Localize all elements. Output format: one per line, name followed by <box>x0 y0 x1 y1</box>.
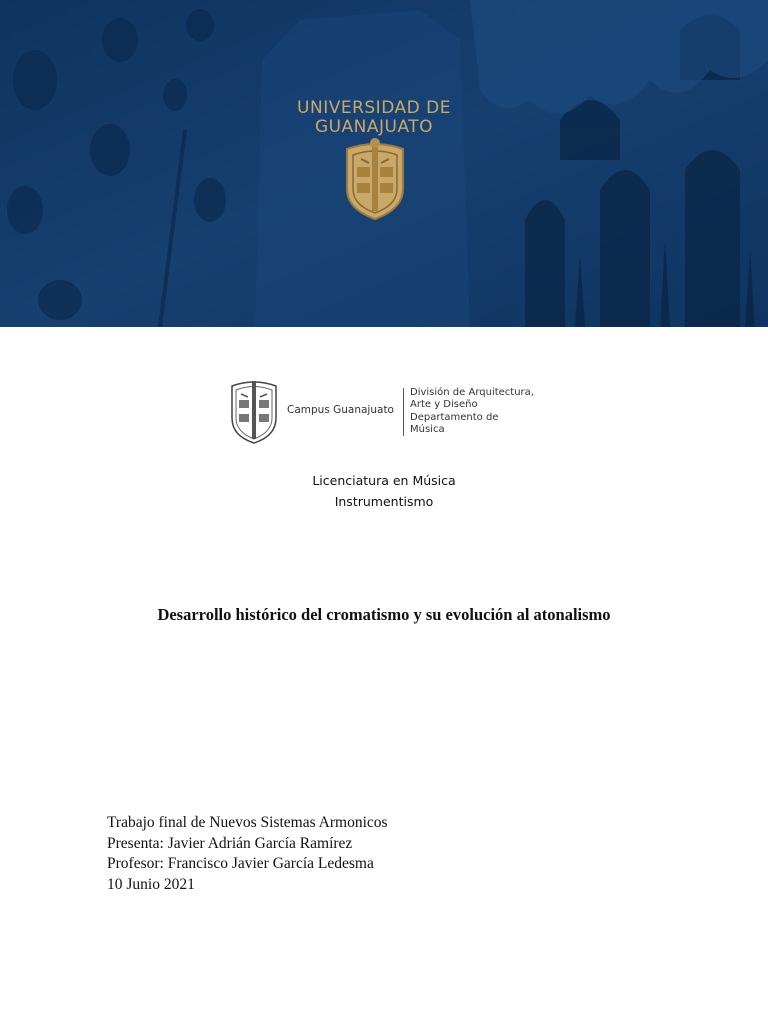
division-line: Departamento de <box>410 411 499 423</box>
university-crest-icon <box>341 137 409 221</box>
professor-line: Profesor: Francisco Javier García Ledesma <box>107 855 374 872</box>
university-wordmark <box>234 99 514 137</box>
division-line: Música <box>410 423 445 435</box>
date-line: 10 Junio 2021 <box>107 875 195 893</box>
document-details <box>107 813 388 895</box>
university-name-line1: UNIVERSIDAD DE <box>297 98 451 118</box>
campus-name: Campus Guanajuato <box>287 404 394 416</box>
degree-name: Licenciatura en Música <box>312 473 456 488</box>
campus-logo <box>228 378 548 446</box>
division-line: Arte y Diseño <box>410 399 478 411</box>
division-line: División de Arquitectura, <box>410 387 534 398</box>
header-banner <box>0 0 768 327</box>
logo-divider <box>403 388 404 436</box>
campus-seal-icon <box>228 378 280 444</box>
presenter-line: Presenta: Javier Adrián García Ramírez <box>107 834 353 852</box>
program-info <box>234 470 534 512</box>
document-title: Desarrollo histórico del cromatismo y su evolución al atonalismo <box>157 605 611 624</box>
university-name-line2: GUANAJUATO <box>314 117 434 137</box>
division-name <box>410 387 534 436</box>
course-line: Trabajo final de Nuevos Sistemas Armonicos <box>107 814 388 831</box>
specialty-name: Instrumentismo <box>334 494 434 509</box>
